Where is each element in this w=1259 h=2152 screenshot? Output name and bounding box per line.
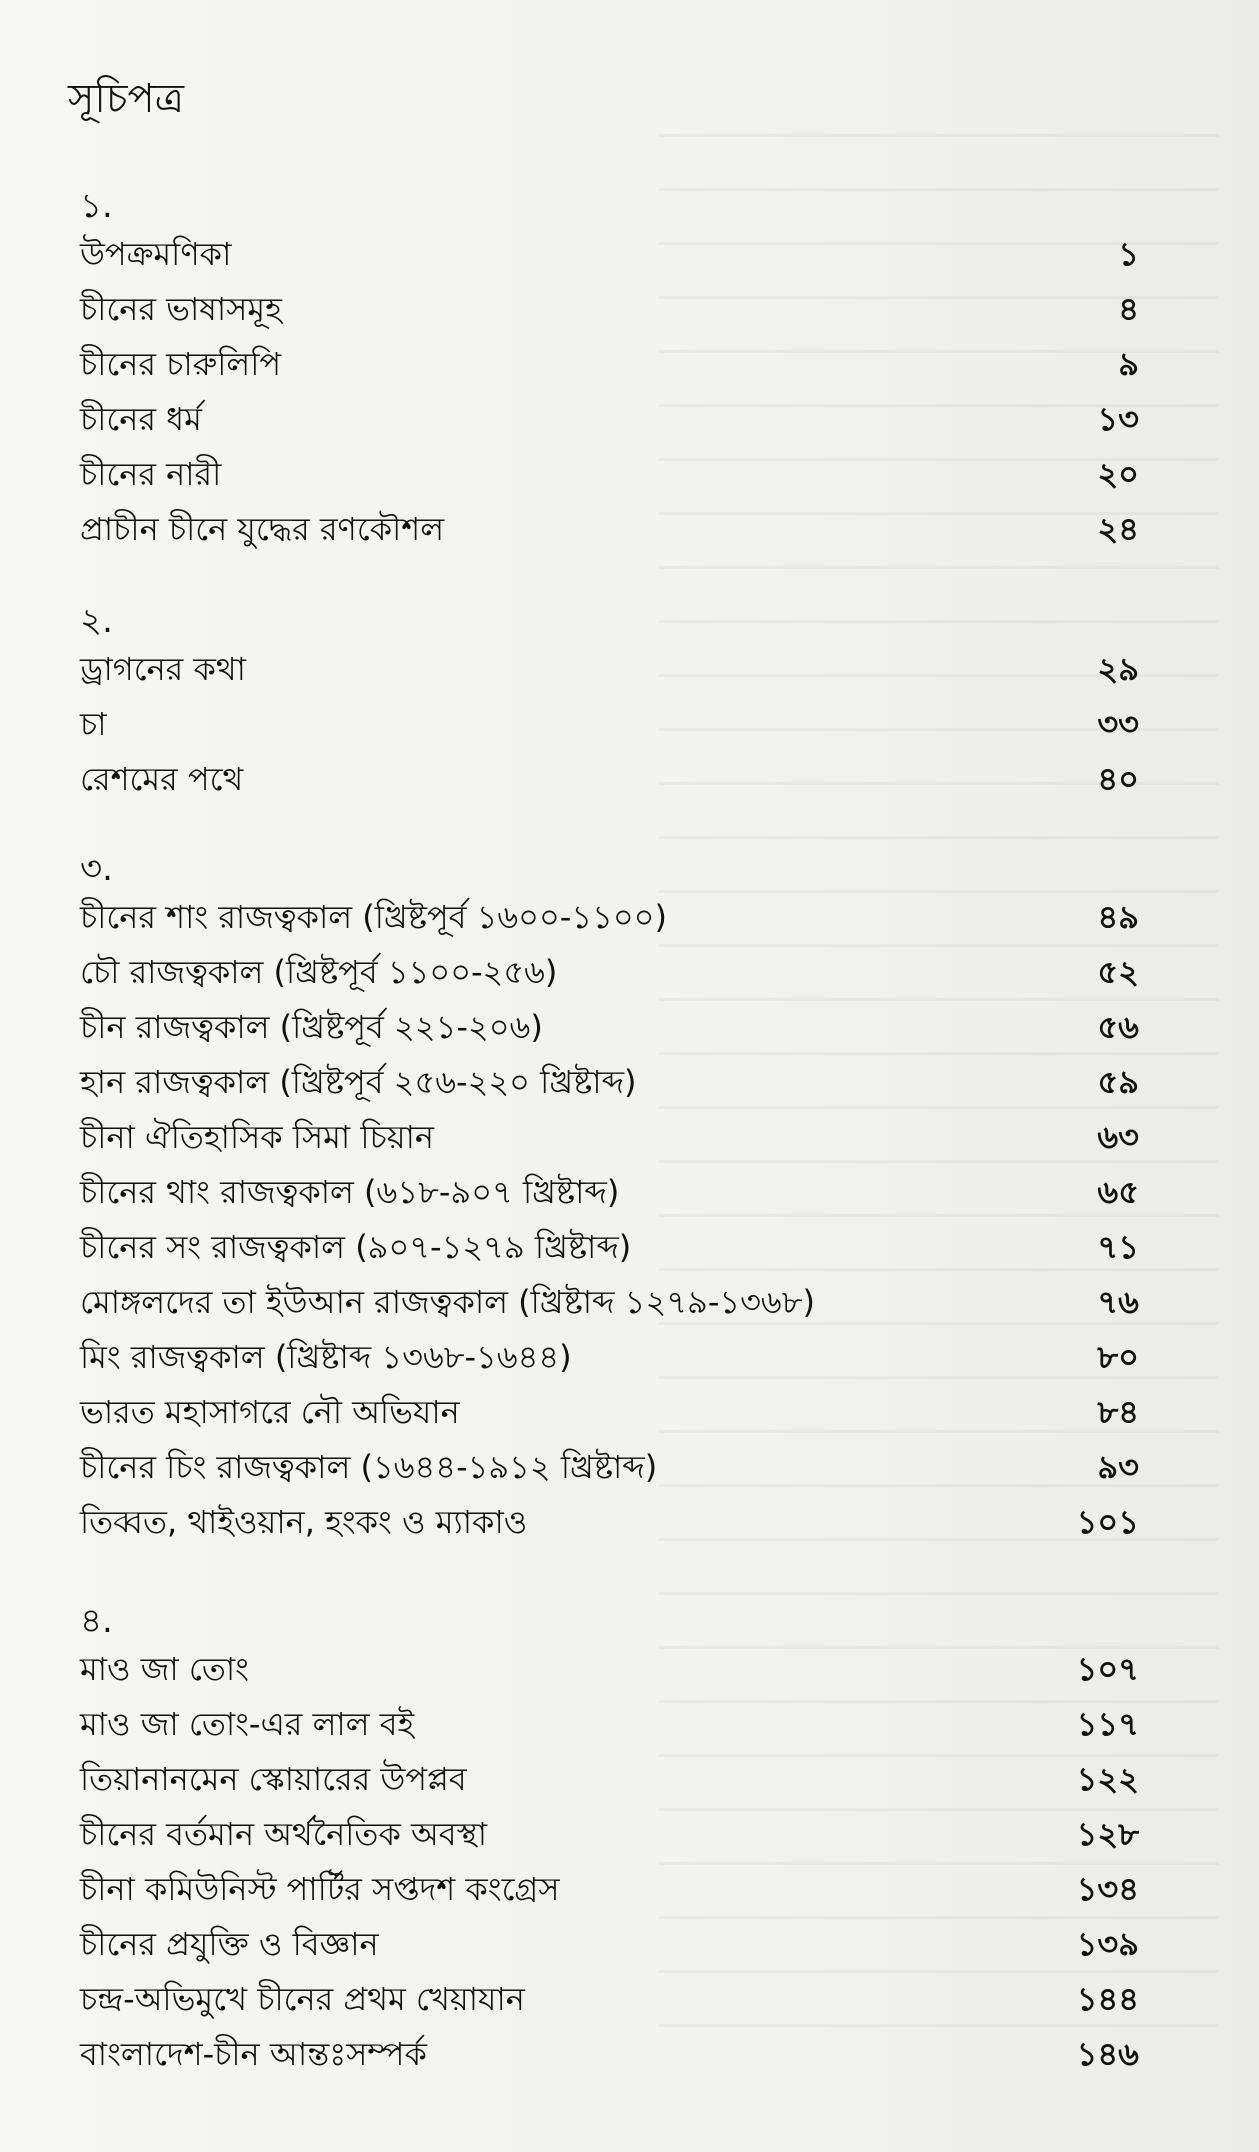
toc-entry[interactable]: [0, 502, 1259, 556]
toc-entry[interactable]: [0, 447, 1259, 501]
entry-title: চীনের থাং রাজত্বকাল (৬১৮-৯০৭ খ্রিষ্টাব্দ): [80, 1173, 620, 1211]
entry-page-number: ৬৫: [1097, 1173, 1139, 1211]
entry-page-number: ১০৭: [1076, 1650, 1139, 1688]
toc-entry[interactable]: [0, 1697, 1259, 1751]
entry-page-number: ৯৩: [1097, 1448, 1139, 1486]
entry-title: প্রাচীন চীনে যুদ্ধের রণকৌশল: [80, 510, 445, 548]
entry-page-number: ১০১: [1076, 1503, 1139, 1541]
entry-page-number: ১১৭: [1076, 1705, 1139, 1743]
entry-title: মাও জা তোং-এর লাল বই: [80, 1705, 415, 1743]
toc-entry[interactable]: [0, 1165, 1259, 1219]
entry-title: চীনের ধর্ম: [80, 400, 202, 438]
entry-title: চীনা কমিউনিস্ট পার্টির সপ্তদশ কংগ্রেস: [80, 1870, 560, 1908]
toc-entry[interactable]: [0, 1000, 1259, 1054]
toc-entry[interactable]: [0, 1862, 1259, 1916]
entry-page-number: ২৪: [1097, 510, 1139, 548]
toc-entry[interactable]: [0, 1972, 1259, 2026]
toc-entry[interactable]: [0, 642, 1259, 696]
entry-page-number: ৮৪: [1097, 1393, 1139, 1431]
entry-title: চীনের শাং রাজত্বকাল (খ্রিষ্টপূর্ব ১৬০০-১১০০): [80, 898, 667, 936]
entry-title: চীনের নারী: [80, 455, 222, 493]
entry-title: চীনা ঐতিহাসিক সিমা চিয়ান: [80, 1118, 434, 1156]
entry-page-number: ৪৯: [1097, 898, 1139, 936]
entry-title: চীনের চিং রাজত্বকাল (১৬৪৪-১৯১২ খ্রিষ্টাব্দ): [80, 1448, 658, 1486]
toc-entry[interactable]: [0, 697, 1259, 751]
entry-page-number: ১২৮: [1076, 1815, 1139, 1853]
entry-page-number: ১২২: [1076, 1760, 1139, 1798]
entry-title: রেশমের পথে: [80, 760, 244, 798]
entry-title: তিব্বত, থাইওয়ান, হংকং ও ম্যাকাও: [80, 1503, 528, 1541]
section-number: ৩.: [80, 849, 113, 889]
section-number: ১.: [80, 186, 113, 226]
toc-entry[interactable]: [0, 227, 1259, 281]
entry-page-number: ১: [1118, 235, 1139, 273]
entry-title: মিং রাজত্বকাল (খ্রিষ্টাব্দ ১৩৬৮-১৬৪৪): [80, 1338, 572, 1376]
entry-page-number: ২৯: [1097, 650, 1139, 688]
entry-page-number: ১৩: [1097, 400, 1139, 438]
toc-entry[interactable]: [0, 1330, 1259, 1384]
toc-entry[interactable]: [0, 1110, 1259, 1164]
toc-entry[interactable]: [0, 1642, 1259, 1696]
entry-title: চীনের সং রাজত্বকাল (৯০৭-১২৭৯ খ্রিষ্টাব্দ): [80, 1228, 632, 1266]
toc-entry[interactable]: [0, 890, 1259, 944]
entry-title: চীনের প্রযুক্তি ও বিজ্ঞান: [80, 1925, 379, 1963]
toc-entry[interactable]: [0, 1440, 1259, 1494]
toc-entry[interactable]: [0, 752, 1259, 806]
entry-page-number: ৩৩: [1097, 705, 1139, 743]
toc-entry[interactable]: [0, 1220, 1259, 1274]
entry-title: উপক্রমণিকা: [80, 235, 232, 273]
entry-page-number: ১৪৬: [1076, 2035, 1139, 2073]
toc-entry[interactable]: [0, 392, 1259, 446]
entry-page-number: ২০: [1097, 455, 1139, 493]
entry-page-number: ৭৬: [1097, 1283, 1139, 1321]
entry-page-number: ৯: [1118, 345, 1139, 383]
entry-page-number: ৭১: [1097, 1228, 1139, 1266]
entry-title: ড্রাগনের কথা: [80, 650, 246, 688]
entry-page-number: ৫২: [1097, 953, 1139, 991]
toc-entry[interactable]: [0, 1495, 1259, 1549]
entry-page-number: ৬৩: [1097, 1118, 1139, 1156]
section-number: ২.: [80, 601, 113, 641]
entry-title: চীনের চারুলিপি: [80, 345, 282, 383]
entry-page-number: ১৩৯: [1076, 1925, 1139, 1963]
toc-entry[interactable]: [0, 945, 1259, 999]
toc-entry[interactable]: [0, 1055, 1259, 1109]
entry-title: চীনের বর্তমান অর্থনৈতিক অবস্থা: [80, 1815, 487, 1853]
entry-page-number: ৪০: [1097, 760, 1139, 798]
section-number: ৪.: [80, 1601, 113, 1641]
toc-entry[interactable]: [0, 2027, 1259, 2081]
toc-entry[interactable]: [0, 1385, 1259, 1439]
toc-entry[interactable]: [0, 337, 1259, 391]
entry-page-number: ৫৯: [1097, 1063, 1139, 1101]
entry-title: বাংলাদেশ-চীন আন্তঃসম্পর্ক: [80, 2035, 427, 2073]
entry-title: হান রাজত্বকাল (খ্রিষ্টপূর্ব ২৫৬-২২০ খ্রিষ্টাব্দ): [80, 1063, 637, 1101]
entry-page-number: ৪: [1118, 290, 1139, 328]
toc-entry[interactable]: [0, 1807, 1259, 1861]
entry-title: চা: [80, 705, 107, 743]
entry-title: মাও জা তোং: [80, 1650, 249, 1688]
entry-page-number: ৮০: [1097, 1338, 1139, 1376]
entry-page-number: ১৪৪: [1076, 1980, 1139, 2018]
entry-page-number: ৫৬: [1097, 1008, 1139, 1046]
toc-entry[interactable]: [0, 1917, 1259, 1971]
toc-entry[interactable]: [0, 282, 1259, 336]
entry-page-number: ১৩৪: [1076, 1870, 1139, 1908]
toc-entry[interactable]: [0, 1275, 1259, 1329]
entry-title: তিয়ানানমেন স্কোয়ারের উপপ্লব: [80, 1760, 467, 1798]
toc-title: সূচিপত্র: [68, 76, 184, 122]
entry-title: চৌ রাজত্বকাল (খ্রিষ্টপূর্ব ১১০০-২৫৬): [80, 953, 558, 991]
entry-title: ভারত মহাসাগরে নৌ অভিযান: [80, 1393, 460, 1431]
toc-entry[interactable]: [0, 1752, 1259, 1806]
entry-title: মোঙ্গলদের তা ইউআন রাজত্বকাল (খ্রিষ্টাব্দ ১২৭৯-১৩৬৮): [80, 1283, 815, 1321]
entry-title: চীন রাজত্বকাল (খ্রিষ্টপূর্ব ২২১-২০৬): [80, 1008, 543, 1046]
entry-title: চন্দ্র-অভিমুখে চীনের প্রথম খেয়াযান: [80, 1980, 525, 2018]
entry-title: চীনের ভাষাসমূহ: [80, 290, 282, 328]
